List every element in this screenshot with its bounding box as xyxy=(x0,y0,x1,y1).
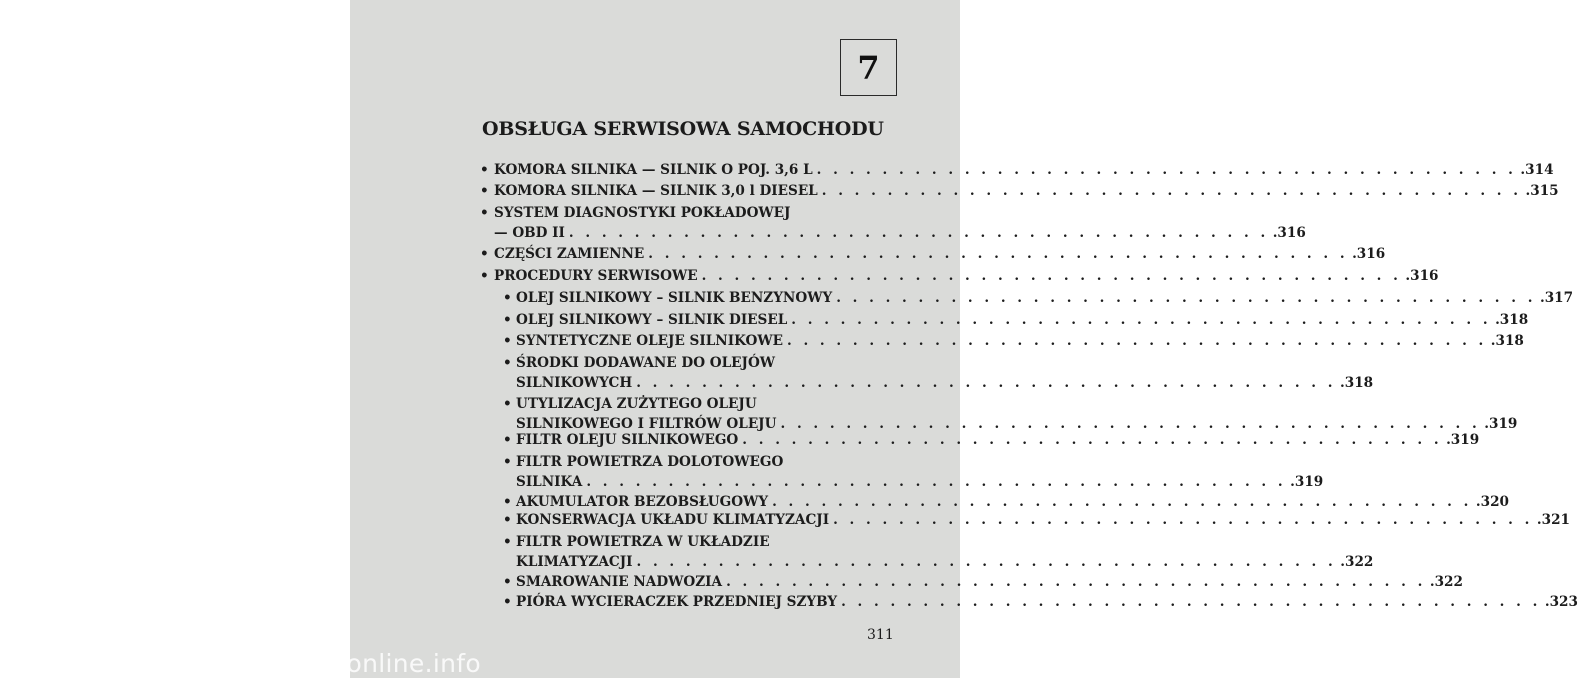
toc-entry-label: AKUMULATOR BEZOBSŁUGOWY xyxy=(516,494,769,510)
toc-page-ref: .318 xyxy=(1340,375,1374,391)
toc-page-ref: .318 xyxy=(1495,312,1529,328)
toc-page-ref: .319 xyxy=(1446,432,1480,448)
toc-dot-leader: . . . . . . . . . . . . . . . . . . . . . . . . . . . . . . . . . . . . . . . . . . . xyxy=(836,290,1536,306)
toc-entry-label-continued: SILNIKOWYCH xyxy=(516,375,633,391)
toc-bullet: • xyxy=(503,396,512,412)
toc-page-ref: .316 xyxy=(1272,225,1306,241)
toc-entry-label: OLEJ SILNIKOWY – SILNIK DIESEL xyxy=(516,312,788,328)
toc-bullet: • xyxy=(503,494,512,510)
chapter-number: 7 xyxy=(857,48,880,87)
toc-bullet: • xyxy=(503,512,512,528)
toc-dot-leader: . . . . . . . . . . . . . . . . . . . . . . . . . . . . . . . . . . . . . . . . . . . xyxy=(636,554,1337,570)
toc-bullet: • xyxy=(480,162,489,178)
toc-bullet: • xyxy=(480,205,489,221)
toc-dot-leader: . . . . . . . . . . . . . . . . . . . . . . . . . . . . . . . . . . . . . . . . . . . xyxy=(772,494,1472,510)
chapter-number-box xyxy=(840,39,897,96)
toc-entry-label-continued: KLIMATYZACJI xyxy=(516,554,633,570)
toc-dot-leader: . . . . . . . . . . . . . . . . . . . . . . . . . . . . . . . . . . . . . . . . . . . xyxy=(648,246,1349,262)
toc-entry-label: OLEJ SILNIKOWY – SILNIK BENZYNOWY xyxy=(516,290,833,306)
toc-dot-leader: . . . . . . . . . . . . . . . . . . . . . . . . . . . . . . . . . . . . . . . . . . . xyxy=(701,268,1402,284)
toc-entry-label: FILTR OLEJU SILNIKOWEGO xyxy=(516,432,739,448)
toc-entry-label: KOMORA SILNIKA — SILNIK 3,0 l DIESEL xyxy=(494,183,818,199)
toc-bullet: • xyxy=(503,333,512,349)
toc-dot-leader: . . . . . . . . . . . . . . . . . . . . . . . . . . . . . . . . . . . . . . . . . . . xyxy=(791,312,1492,328)
toc-dot-leader: . . . . . . . . . . . . . . . . . . . . . . . . . . . . . . . . . . . . . . . . . . . xyxy=(636,375,1336,391)
toc-page-ref: .322 xyxy=(1340,554,1374,570)
toc-bullet: • xyxy=(503,534,512,550)
toc-page-ref: .323 xyxy=(1544,594,1578,610)
toc-page-ref: .317 xyxy=(1539,290,1574,306)
toc-bullet: • xyxy=(480,268,489,284)
toc-dot-leader: . . . . . . . . . . . . . . . . . . . . . . . . . . . . . . . . . . . . . . . . . . . xyxy=(816,162,1517,178)
toc-dot-leader: . . . . . . . . . . . . . . . . . . . . . . . . . . . . . . . . . . . . . . . . . . . xyxy=(568,225,1269,241)
toc-page-ref: .315 xyxy=(1525,183,1559,199)
toc-dot-leader: . . . . . . . . . . . . . . . . . . . . . . . . . . . . . . . . . . . . . . . . . . . xyxy=(742,432,1443,448)
toc-dot-leader: . . . . . . . . . . . . . . . . . . . . . . . . . . . . . . . . . . . . . . . . . . . xyxy=(833,512,1533,528)
toc-bullet: • xyxy=(503,594,512,610)
toc-dot-leader: . . . . . . . . . . . . . . . . . . . . . . . . . . . . . . . . . . . . . . . . . . . xyxy=(787,333,1487,349)
toc-dot-leader: . . . . . . . . . . . . . . . . . . . . . . . . . . . . . . . . . . . . . . . . . . . xyxy=(726,574,1426,590)
toc-entry-label: KONSERWACJA UKŁADU KLIMATYZACJI xyxy=(516,512,830,528)
toc-entry-label: PIÓRA WYCIERACZEK PRZEDNIEJ SZYBY xyxy=(516,594,838,610)
toc-bullet: • xyxy=(503,312,512,328)
toc-entry-label-continued: SILNIKA xyxy=(516,474,583,490)
toc-bullet: • xyxy=(480,246,489,262)
toc-bullet: • xyxy=(480,183,489,199)
toc-entry-label: UTYLIZACJA ZUŻYTEGO OLEJU xyxy=(516,396,757,412)
toc-page-ref: .316 xyxy=(1352,246,1386,262)
toc-entry-label: SMAROWANIE NADWOZIA xyxy=(516,574,723,590)
toc-bullet: • xyxy=(503,355,512,371)
toc-bullet: • xyxy=(503,454,512,470)
toc-dot-leader: . . . . . . . . . . . . . . . . . . . . . . . . . . . . . . . . . . . . . . . . . . . xyxy=(586,474,1287,490)
toc-entry-label: FILTR POWIETRZA W UKŁADZIE xyxy=(516,534,770,550)
toc-dot-leader: . . . . . . . . . . . . . . . . . . . . . . . . . . . . . . . . . . . . . . . . . . . xyxy=(841,594,1541,610)
toc-entry-label: KOMORA SILNIKA — SILNIK O POJ. 3,6 L xyxy=(494,162,813,178)
toc-dot-leader: . . . . . . . . . . . . . . . . . . . . . . . . . . . . . . . . . . . . . . . . . . . xyxy=(780,416,1481,432)
toc-page-ref: .321 xyxy=(1536,512,1570,528)
toc-page-ref: .319 xyxy=(1290,474,1324,490)
toc-entry-label: ŚRODKI DODAWANE DO OLEJÓW xyxy=(516,355,776,371)
toc-bullet: • xyxy=(503,432,512,448)
toc-entry-label: FILTR POWIETRZA DOLOTOWEGO xyxy=(516,454,784,470)
watermark-text: carmanualsonline.info xyxy=(198,649,481,678)
toc-bullet: • xyxy=(503,574,512,590)
toc-entry-label-continued: SILNIKOWEGO I FILTRÓW OLEJU xyxy=(516,416,777,432)
toc-page-ref: .320 xyxy=(1475,494,1509,510)
toc-entry-label: SYSTEM DIAGNOSTYKI POKŁADOWEJ xyxy=(494,205,791,221)
toc-entry-label: CZĘŚCI ZAMIENNE xyxy=(494,246,645,262)
page-number: 311 xyxy=(867,627,894,643)
toc-bullet: • xyxy=(503,290,512,306)
toc-page-ref: .319 xyxy=(1484,416,1518,432)
toc-page-ref: .318 xyxy=(1490,333,1524,349)
manual-page xyxy=(350,0,1578,678)
toc-page-ref: .314 xyxy=(1520,162,1554,178)
toc-entry-label: PROCEDURY SERWISOWE xyxy=(494,268,698,284)
toc-entry-label-continued: — OBD II xyxy=(494,225,565,241)
toc-page-ref: .316 xyxy=(1405,268,1439,284)
toc-page-ref: .322 xyxy=(1429,574,1463,590)
toc-dot-leader: . . . . . . . . . . . . . . . . . . . . . . . . . . . . . . . . . . . . . . . . . . . xyxy=(821,183,1522,199)
blank-left-margin xyxy=(0,0,350,678)
toc-entry-label: SYNTETYCZNE OLEJE SILNIKOWE xyxy=(516,333,783,349)
section-title: OBSŁUGA SERWISOWA SAMOCHODU xyxy=(482,118,884,140)
